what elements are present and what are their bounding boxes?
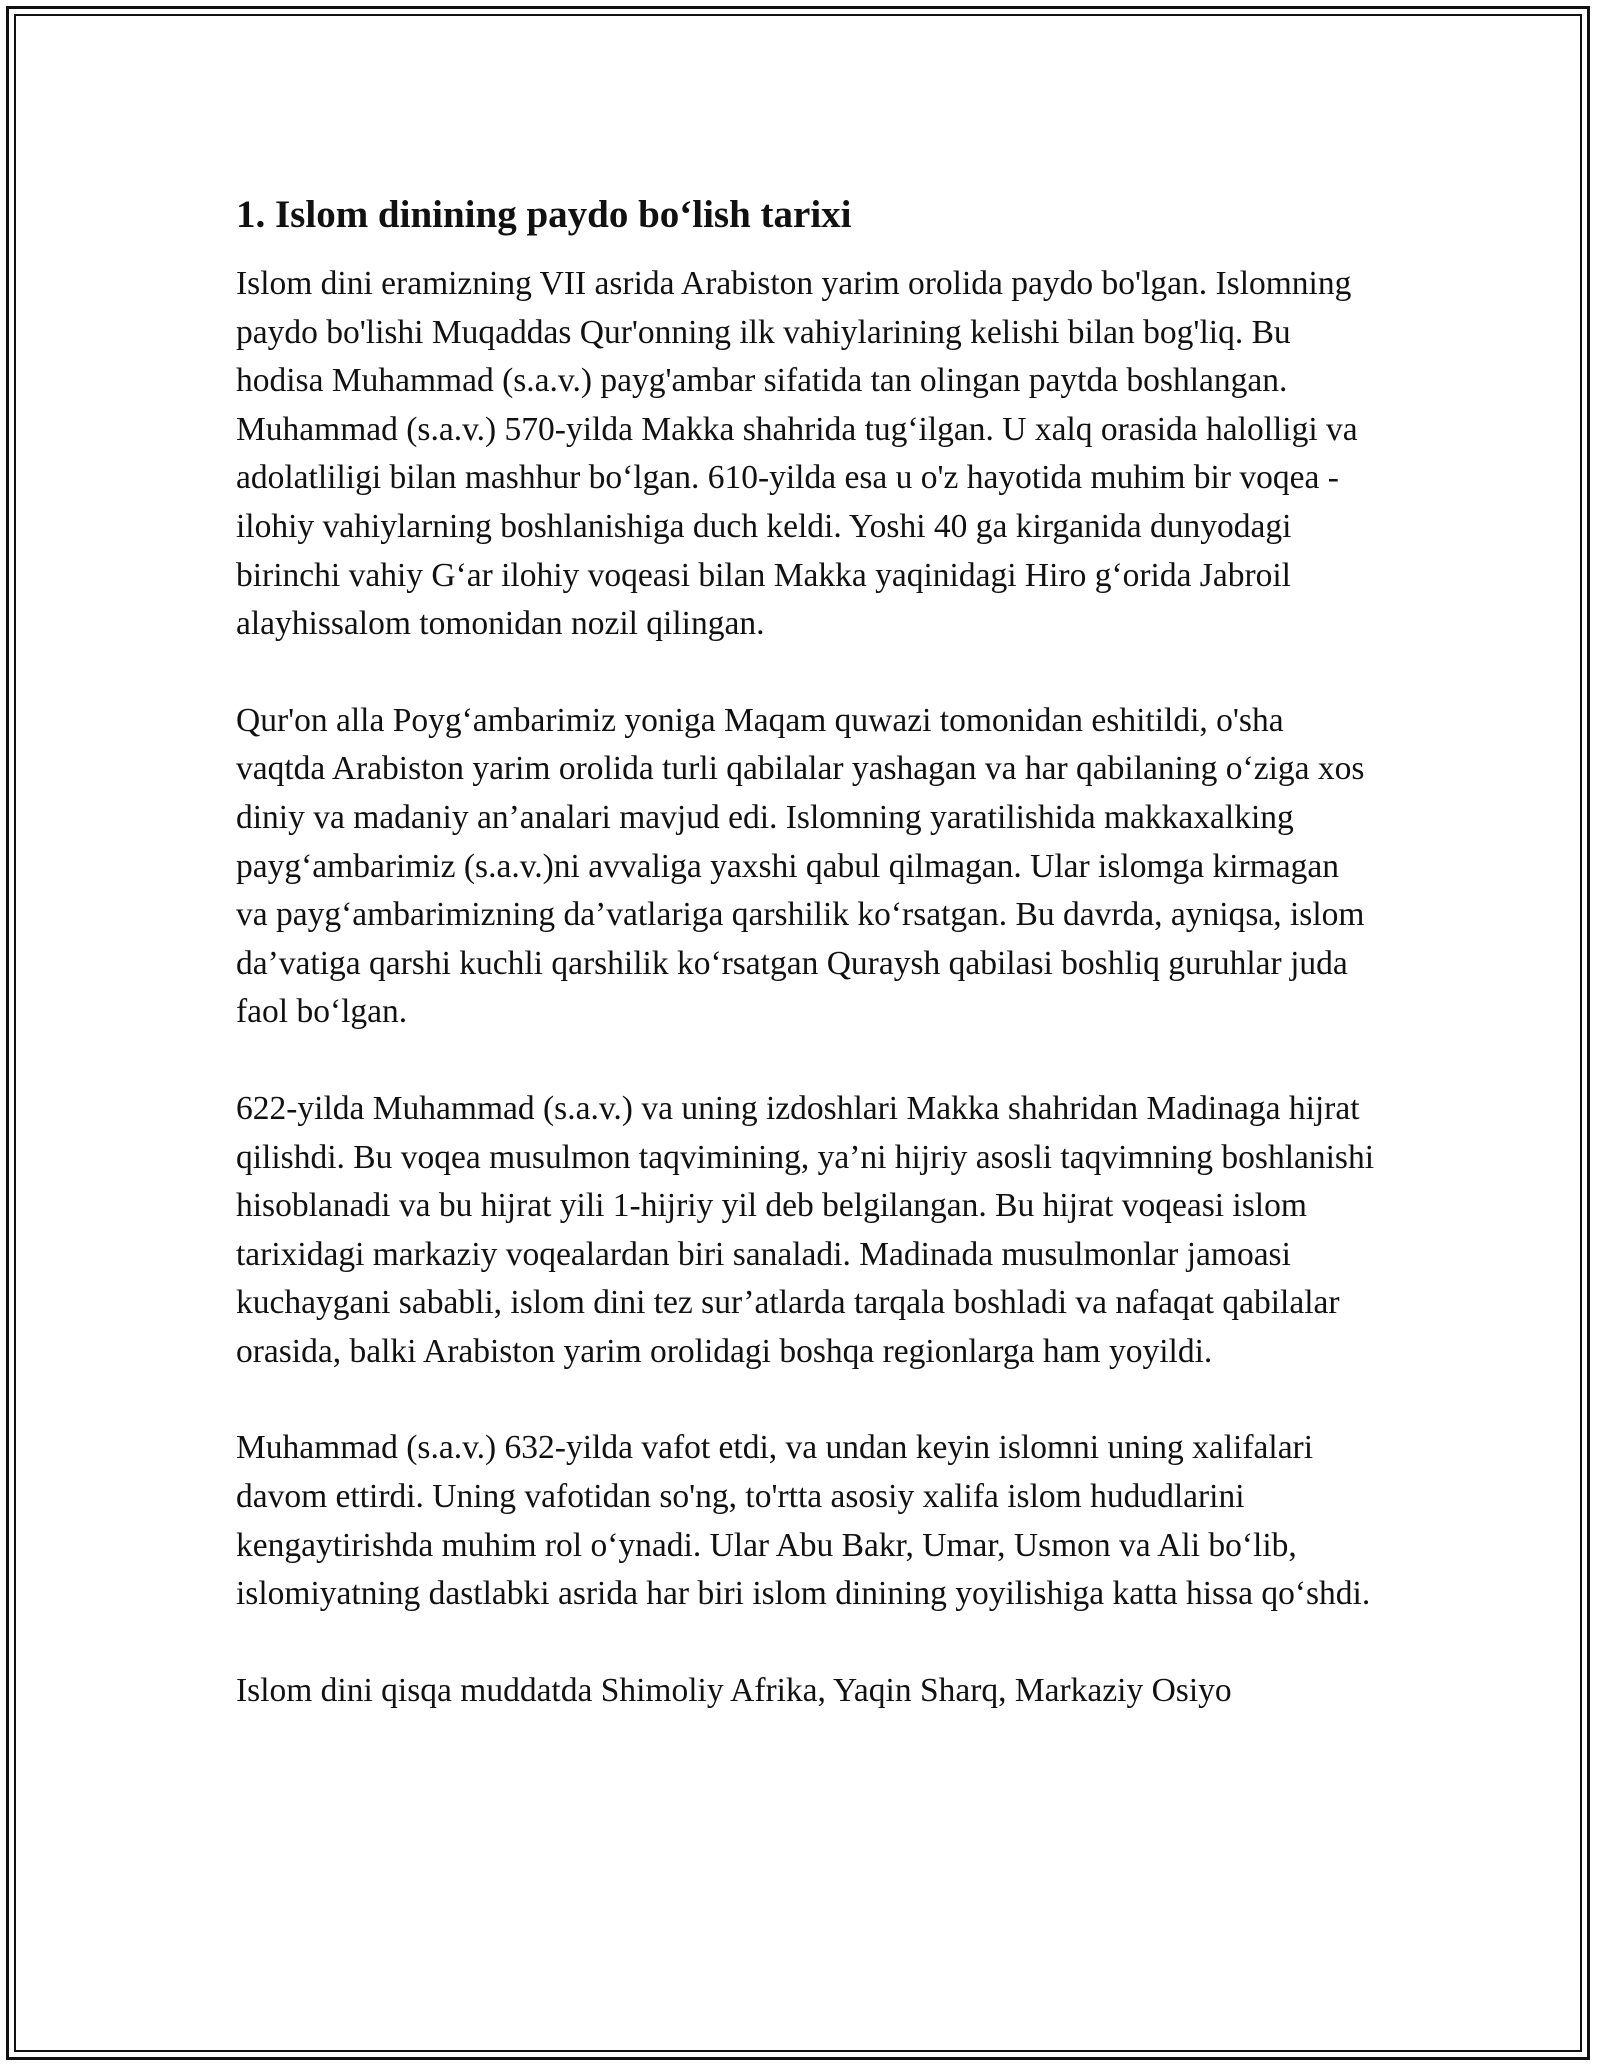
paragraph: Islom dini eramizning VII asrida Arabiston yarim orolida paydo bo'lgan. Islomning paydo bo'lishi Muqaddas Qur'onning ilk vahiylarining kelishi bilan bog'liq. Bu hodisa Muhammad (s.a.v.) payg'ambar sifatida tan olingan paytda boshlangan. Muhammad (s.a.v.) 570-yilda Makka shahrida tug‘ilgan. U xalq orasida halolligi va adolatliligi bilan mashhur bo‘lgan. 610-yilda esa u o'z hayotida muhim bir voqea - ilohiy vahiylarning boshlanishiga duch keldi. Yoshi 40 ga kirganida dunyodagi birinchi vahiy G‘ar ilohiy voqeasi bilan Makka yaqinidagi Hiro g‘orida Jabroil alayhissalom tomonidan nozil qilingan. <box>236 265 1358 643</box>
paragraph: Islom dini qisqa muddatda Shimoliy Afrika, Yaqin Sharq, Markaziy Osiyo <box>236 1671 1232 1709</box>
paragraph: Muhammad (s.a.v.) 632-yilda vafot etdi, va undan keyin islomni uning xalifalari davom ettirdi. Uning vafotidan so'ng, to'rtta asosiy xalifa islom hududlarini kengaytirishda muhim rol o‘ynadi. Ular Abu Bakr, Umar, Usmon va Ali bo‘lib, islomiyatning dastlabki asrida har biri islom dinining yoyilishiga katta hissa qo‘shdi. <box>236 1429 1371 1613</box>
paragraph: 622-yilda Muhammad (s.a.v.) va uning izdoshlari Makka shahridan Madinaga hijrat qilishdi. Bu voqea musulmon taqvimining, ya’ni hijriy asosli taqvimning boshlanishi hisoblanadi va bu hijrat yili 1-hijriy yil deb belgilangan. Bu hijrat voqeasi islom tarixidagi markaziy voqealardan biri sanaladi. Madinada musulmonlar jamoasi kuchaygani sababli, islom dini tez sur’atlarda tarqala boshladi va nafaqat qabilalar orasida, balki Arabiston yarim orolidagi boshqa regionlarga ham yoyildi. <box>236 1089 1375 1370</box>
section-title: 1. Islom dinining paydo bo‘lish tarixi <box>236 193 852 236</box>
document-body <box>236 186 1376 1763</box>
paragraph: Qur'on alla Poyg‘ambarimiz yoniga Maqam quwazi tomonidan eshitildi, o'sha vaqtda Arabiston yarim orolida turli qabilalar yashagan va har qabilaning o‘ziga xos diniy va madaniy an’analari mavjud edi. Islomning yaratilishida makkaxalking payg‘ambarimiz (s.a.v.)ni avvaliga yaxshi qabul qilmagan. Ular islomga kirmagan va payg‘ambarimizning da’vatlariga qarshilik ko‘rsatgan. Bu davrda, ayniqsa, islom da’vatiga qarshi kuchli qarshilik ko‘rsatgan Quraysh qabilasi boshliq guruhlar juda faol bo‘lgan. <box>236 701 1365 1031</box>
